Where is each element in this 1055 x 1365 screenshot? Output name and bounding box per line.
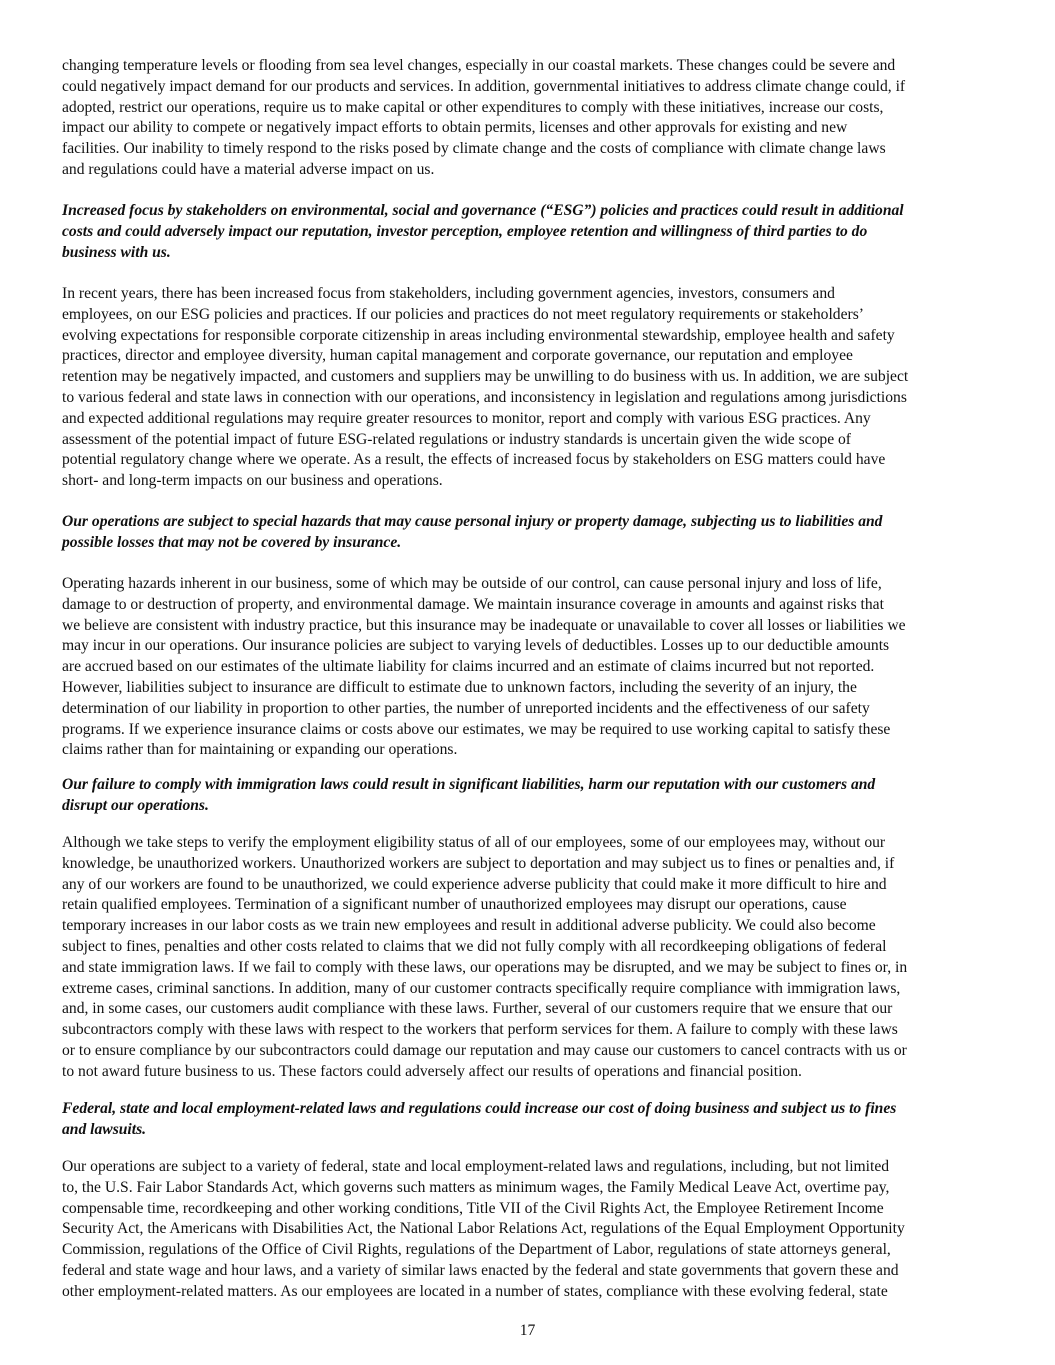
- paragraph-line: employees, on our ESG policies and practices. If our policies and practices do not meet regulatory requirements or stakeholders’: [62, 305, 864, 323]
- paragraph-line: impact our ability to compete or negatively impact efforts to obtain permits, licenses and other approvals for existing and new: [62, 119, 848, 137]
- paragraph-line: practices, director and employee diversity, human capital management and corporate governance, our reputation and employee: [62, 347, 853, 365]
- paragraph-line: Security Act, the Americans with Disabilities Act, the National Labor Relations Act, regulations of the Equal Employment Opportunity: [62, 1220, 905, 1238]
- paragraph-line: compensable time, recordkeeping and other working conditions, Title VII of the Civil Rights Act, the Employee Retirement Income: [62, 1199, 884, 1217]
- paragraph-line: extreme cases, criminal sanctions. In addition, many of our customer contracts specifically require compliance with immigration laws,: [62, 979, 901, 997]
- paragraph-line: Operating hazards inherent in our business, some of which may be outside of our control, can cause personal injury and loss of life,: [62, 575, 882, 592]
- heading-line: costs and could adversely impact our reputation, investor perception, employee retention and willingness of third parties to do: [62, 222, 868, 240]
- paragraph-line: are accrued based on our estimates of the ultimate liability for claims incurred and an estimate of claims incurred but not reported.: [62, 658, 875, 676]
- paragraph-line: facilities. Our inability to timely respond to the risks posed by climate change and the costs of compliance with climate change laws: [62, 140, 886, 158]
- heading-line: disrupt our operations.: [62, 796, 209, 814]
- paragraph-climate-change: [62, 56, 1002, 181]
- paragraph-employment-laws: [62, 1157, 1002, 1303]
- paragraph-line: programs. If we experience insurance claims or costs above our estimates, we may be required to use working capital to satisfy these: [62, 720, 891, 738]
- paragraph-line: other employment-related matters. As our employees are located in a number of states, compliance with these evolving federal, state: [62, 1282, 888, 1300]
- paragraph-line: adopted, restrict our operations, require us to make capital or other expenditures to comply with these initiatives, increase our costs,: [62, 98, 884, 116]
- paragraph-special-hazards: [62, 574, 1002, 761]
- heading-line: and lawsuits.: [62, 1120, 147, 1138]
- paragraph-line: evolving expectations for responsible corporate citizenship in areas including environmental stewardship, employee health and safety: [62, 326, 895, 344]
- paragraph-line: or to ensure compliance by our subcontractors could damage our reputation and may cause our customers to cancel contracts with us or: [62, 1041, 907, 1059]
- heading-employment-laws: [62, 1099, 1002, 1141]
- paragraph-line: to various federal and state laws in connection with our operations, and inconsistency in legislation and regulations among jurisdictions: [62, 388, 907, 406]
- paragraph-line: subcontractors comply with these laws with respect to the workers that perform services for them. A failure to comply with these laws: [62, 1021, 898, 1039]
- heading-line: Increased focus by stakeholders on environmental, social and governance (“ESG”) policies and practices could result in additional: [62, 202, 904, 219]
- paragraph-line: In recent years, there has been increased focus from stakeholders, including government agencies, investors, consumers and: [62, 285, 835, 302]
- paragraph-line: any of our workers are found to be unauthorized, we could experience adverse publicity that could make it more difficult to hire and: [62, 875, 887, 893]
- paragraph-line: short- and long-term impacts on our business and operations.: [62, 472, 443, 490]
- heading-immigration-laws: [62, 775, 1002, 817]
- paragraph-line: to not award future business to us. These factors could adversely affect our results of operations and financial position.: [62, 1062, 802, 1080]
- paragraph-line: subject to fines, penalties and other costs related to claims that we did not fully comply with all recordkeeping obligations of federal: [62, 937, 887, 955]
- paragraph-line: we believe are consistent with industry practice, but this insurance may be inadequate or unavailable to cover all losses or liabilities we: [62, 616, 906, 634]
- paragraph-line: changing temperature levels or flooding from sea level changes, especially in our coastal markets. These changes could be severe and: [62, 57, 896, 74]
- paragraph-line: retention may be negatively impacted, and customers and suppliers may be unwilling to do business with us. In addition, we are subject: [62, 368, 909, 386]
- heading-esg-focus: [62, 201, 1002, 263]
- heading-line: business with us.: [62, 243, 171, 261]
- page-number: 17: [519, 1322, 536, 1339]
- paragraph-line: federal and state wage and hour laws, and a variety of similar laws enacted by the federal and state governments that govern these and: [62, 1261, 899, 1279]
- paragraph-line: temporary increases in our labor costs as we train new employees and result in additional adverse publicity. We could also become: [62, 917, 876, 935]
- paragraph-line: determination of our liability in proportion to other parties, the number of unreported incidents and the effectiveness of our safety: [62, 699, 870, 717]
- paragraph-line: could negatively impact demand for our products and services. In addition, governmental initiatives to address climate change could, if: [62, 77, 906, 95]
- heading-line: Federal, state and local employment-related laws and regulations could increase our cost of doing business and subject us to fines: [62, 1100, 897, 1117]
- paragraph-line: Our operations are subject to a variety of federal, state and local employment-related laws and regulations, including, but not limited: [62, 1158, 890, 1175]
- paragraph-line: damage to or destruction of property, and environmental damage. We maintain insurance coverage in amounts and against risks that: [62, 595, 884, 613]
- heading-line: Our operations are subject to special hazards that may cause personal injury or property damage, subjecting us to liabilities and: [62, 513, 883, 530]
- paragraph-line: knowledge, be unauthorized workers. Unauthorized workers are subject to deportation and may subject us to fines or penalties and, if: [62, 854, 895, 872]
- heading-special-hazards: [62, 512, 1002, 554]
- paragraph-line: to, the U.S. Fair Labor Standards Act, which governs such matters as minimum wages, the Family Medical Leave Act, overtime pay,: [62, 1178, 890, 1196]
- paragraph-line: and expected additional regulations may require greater resources to monitor, report and comply with various ESG practices. Any: [62, 409, 871, 427]
- paragraph-line: However, liabilities subject to insurance are difficult to estimate due to unknown factors, including the severity of an injury, the: [62, 678, 857, 696]
- paragraph-line: may incur in our operations. Our insurance policies are subject to varying levels of deductibles. Losses up to our deductible amounts: [62, 637, 890, 655]
- paragraph-esg-focus: [62, 284, 1002, 492]
- paragraph-line: and, in some cases, our customers audit compliance with these laws. Further, several of our customers require that we ensure that our: [62, 1000, 893, 1018]
- heading-line: possible losses that may not be covered by insurance.: [62, 533, 402, 551]
- paragraph-immigration-laws: [62, 833, 1002, 1083]
- paragraph-line: retain qualified employees. Termination of a significant number of unauthorized employees may disrupt our operations, cause: [62, 896, 847, 914]
- paragraph-line: and regulations could have a material adverse impact on us.: [62, 160, 435, 178]
- paragraph-line: and state immigration laws. If we fail to comply with these laws, our operations may be disrupted, and we may be subject to fines or, in: [62, 958, 908, 976]
- paragraph-line: Commission, regulations of the Office of Civil Rights, regulations of the Department of Labor, regulations of state attorneys general,: [62, 1241, 891, 1259]
- paragraph-line: claims rather than for maintaining or expanding our operations.: [62, 741, 458, 759]
- paragraph-line: assessment of the potential impact of future ESG-related regulations or industry standards is uncertain given the wide scope of: [62, 430, 851, 448]
- heading-line: Our failure to comply with immigration laws could result in significant liabilities, harm our reputation with our customers and: [62, 776, 876, 793]
- paragraph-line: Although we take steps to verify the employment eligibility status of all of our employees, some of our employees may, without our: [62, 834, 886, 851]
- paragraph-line: potential regulatory change where we operate. As a result, the effects of increased focus by stakeholders on ESG matters could have: [62, 451, 886, 469]
